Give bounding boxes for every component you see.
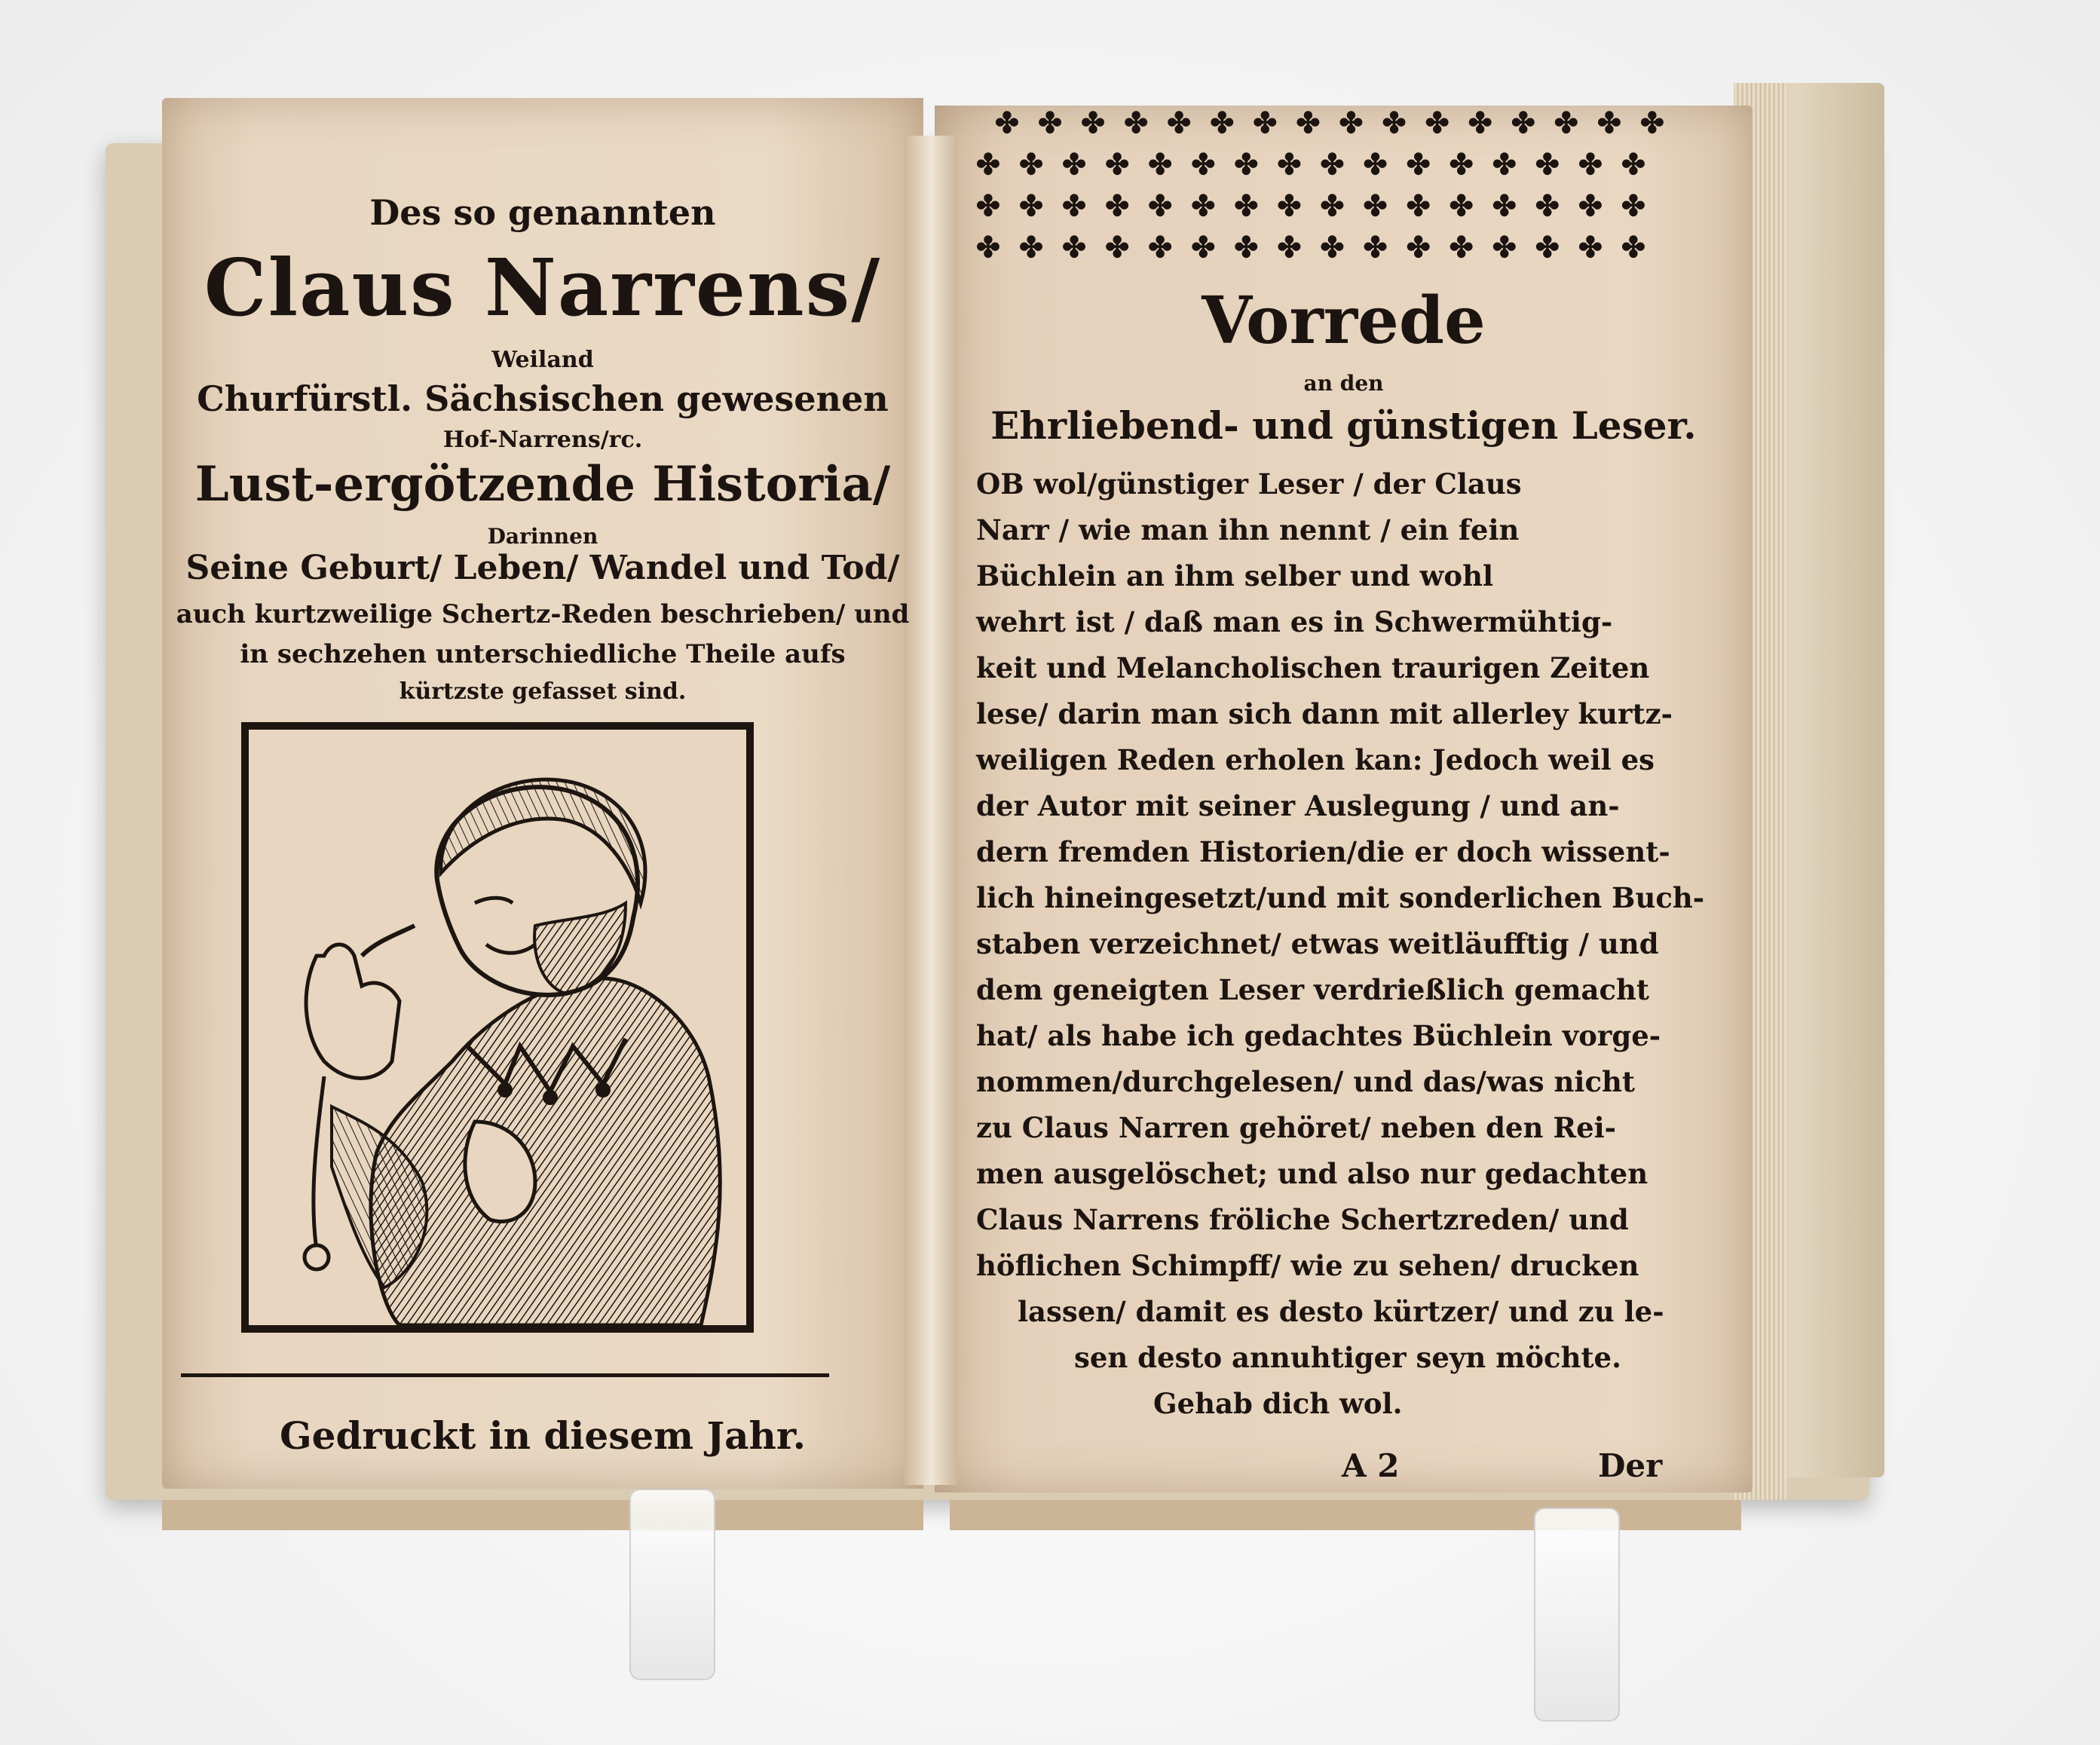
preface-heading: Vorrede — [1202, 283, 1486, 359]
title-rule — [181, 1373, 829, 1377]
preface-line: sen desto annuhtiger seyn möchte. — [1074, 1341, 1621, 1374]
preface-line: men ausgelöschet; und also nur gedachten — [976, 1157, 1648, 1190]
preface-line: Büchlein an ihm selber und wohl — [976, 559, 1494, 592]
catchword: Der — [1598, 1447, 1663, 1484]
preface-line: nommen/durchgelesen/ und das/was nicht — [976, 1065, 1635, 1098]
title-line-8: Seine Geburt/ Leben/ Wandel und Tod/ — [185, 549, 900, 587]
preface-line: wehrt ist / daß man es in Schwermühtig- — [976, 605, 1613, 638]
preface-subheading-1: an den — [1303, 371, 1384, 396]
preface-line: Narr / wie man ihn nennt / ein fein — [976, 513, 1520, 546]
preface-line: zu Claus Narren gehöret/ neben den Rei- — [976, 1111, 1617, 1144]
preface-subheading-2: Ehrliebend- und günstigen Leser. — [990, 403, 1697, 448]
title-line-4: Churfürstl. Sächsischen gewesenen — [197, 378, 889, 419]
woodcut-illustration — [241, 722, 754, 1333]
preface-line: Claus Narrens fröliche Schertzreden/ und — [976, 1203, 1629, 1236]
ornament-band-row-4: ✤ ✤ ✤ ✤ ✤ ✤ ✤ ✤ ✤ ✤ ✤ ✤ ✤ ✤ ✤ ✤ — [976, 230, 1650, 264]
title-line-11: kürtzste gefasset sind. — [399, 678, 687, 705]
ornament-band-row-2: ✤ ✤ ✤ ✤ ✤ ✤ ✤ ✤ ✤ ✤ ✤ ✤ ✤ ✤ ✤ ✤ — [976, 147, 1650, 181]
book-stand-left-prong — [629, 1489, 715, 1680]
imprint: Gedruckt in diesem Jahr. — [279, 1413, 807, 1458]
title-line-5: Hof-Narrens/rc. — [442, 427, 643, 453]
preface-line: weiligen Reden erholen kan: Jedoch weil es — [976, 743, 1655, 776]
book-stand-right-prong — [1534, 1508, 1620, 1722]
title-line-6: Lust-ergötzende Historia/ — [194, 456, 891, 513]
jester-woodcut — [249, 730, 746, 1325]
preface-page — [935, 106, 1753, 1492]
title-line-3: Weiland — [491, 347, 594, 373]
title-line-1: Des so genannten — [369, 192, 716, 233]
preface-line: lich hineingesetzt/und mit sonderlichen Buch- — [976, 881, 1705, 914]
ornament-band-row-3: ✤ ✤ ✤ ✤ ✤ ✤ ✤ ✤ ✤ ✤ ✤ ✤ ✤ ✤ ✤ ✤ — [976, 188, 1650, 222]
title-line-7: Darinnen — [487, 524, 598, 549]
preface-line: dem geneigten Leser verdrießlich gemacht — [976, 973, 1650, 1006]
preface-line: dern fremden Historien/die er doch wissent- — [976, 835, 1670, 868]
preface-line: OB wol/günstiger Leser / der Claus — [976, 467, 1522, 501]
preface-line: lese/ darin man sich dann mit allerley kurtz- — [976, 697, 1673, 730]
preface-line: lassen/ damit es desto kürtzer/ und zu le- — [1018, 1295, 1664, 1328]
lower-page-edge-right — [950, 1500, 1741, 1530]
signature-mark: A 2 — [1342, 1447, 1400, 1484]
preface-line: hat/ als habe ich gedachtes Büchlein vorge- — [976, 1019, 1661, 1052]
lower-page-edge-left — [162, 1500, 923, 1530]
title-line-9: auch kurtzweilige Schertz-Reden beschrieben/ und — [176, 599, 910, 629]
preface-line: staben verzeichnet/ etwas weitläufftig / und — [976, 927, 1659, 960]
book-title: Claus Narrens/ — [204, 241, 882, 334]
preface-closing: Gehab dich wol. — [1153, 1387, 1403, 1420]
ornament-band-row-1: ✤ ✤ ✤ ✤ ✤ ✤ ✤ ✤ ✤ ✤ ✤ ✤ ✤ ✤ ✤ ✤ — [995, 106, 1669, 139]
title-line-10: in sechzehen unterschiedliche Theile aufs — [240, 639, 846, 669]
preface-line: der Autor mit seiner Auslegung / und an- — [976, 789, 1620, 822]
preface-line: höflichen Schimpff/ wie zu sehen/ drucken — [976, 1249, 1639, 1282]
preface-line: keit und Melancholischen traurigen Zeiten — [976, 651, 1650, 684]
